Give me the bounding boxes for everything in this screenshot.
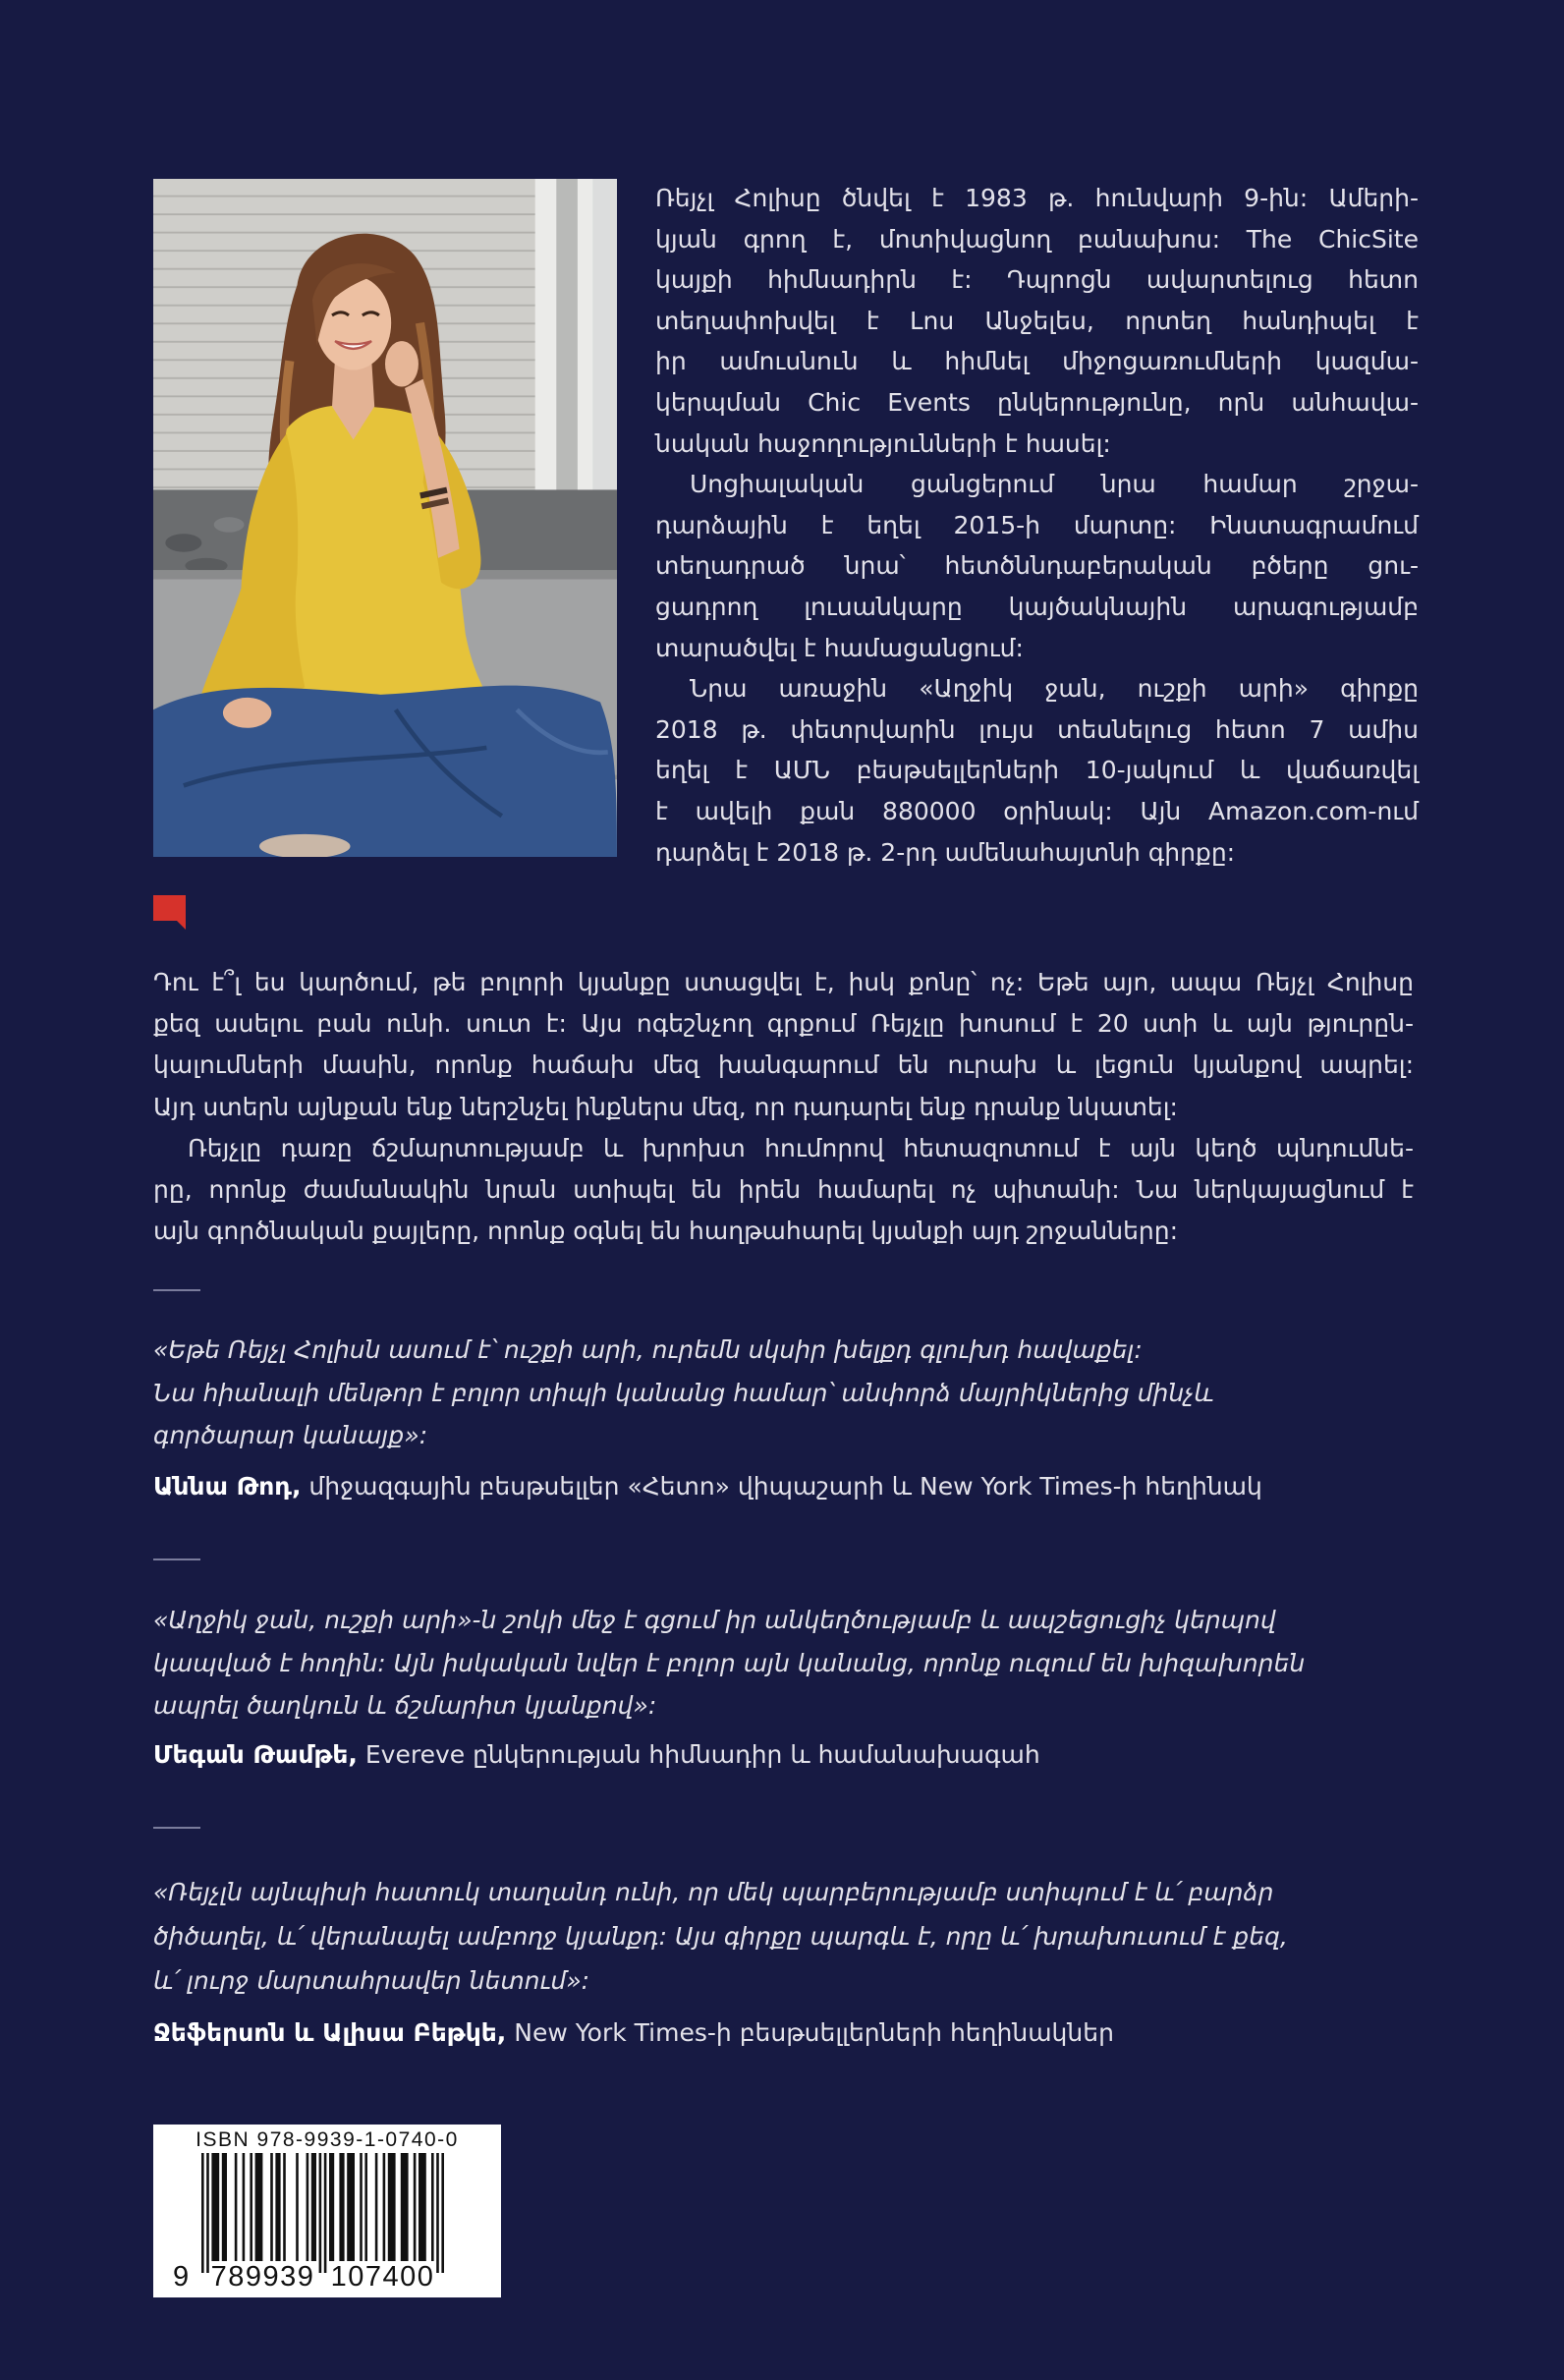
barcode-bar xyxy=(388,2153,396,2261)
quote-line: «Աղջիկ ջան, ուշքի արի»-ն շոկի մեջ է գցում իր անկեղծությամբ և ապշեցուցիչ կերպով xyxy=(153,1606,1276,1634)
bio-line: դարձային է եղել 2015-ի մարտը: Ինստագրամում xyxy=(655,510,1419,539)
description-line: րը, որոնք ժամանակին նրան ստիպել են իրեն համարել ոչ պիտանի: Նա ներկայացնում է xyxy=(153,1175,1414,1205)
review-attribution xyxy=(153,1734,1414,1776)
quote-line: «Ռեյչլն այնպիսի հատուկ տաղանդ ունի, որ մեկ պարբերությամբ ստիպում է և՛ բարձր xyxy=(153,1878,1274,1906)
barcode-bar xyxy=(211,2153,219,2261)
barcode-bar xyxy=(206,2153,209,2273)
reviewer-credit: New York Times-ի բեսթսելլերների հեղինակներ xyxy=(514,2018,1114,2047)
isbn-barcode xyxy=(153,2125,501,2297)
bio-line: եղել է ԱՄՆ բեսթսելլերների 10-յակում և վաճառվել xyxy=(655,756,1419,785)
barcode-bar xyxy=(414,2153,417,2261)
barcode-bar xyxy=(329,2153,334,2261)
barcode-bar xyxy=(296,2153,299,2261)
barcode-bar xyxy=(311,2153,316,2261)
review-attribution xyxy=(153,2012,1414,2054)
barcode-bar xyxy=(270,2153,273,2261)
barcode-bar xyxy=(283,2153,286,2261)
book-description xyxy=(153,962,1414,1252)
separator xyxy=(153,1558,200,1560)
bio-line: Ռեյչլ Հոլիսը ծնվել է 1983 թ. հունվարի 9-ին: Ամերի- xyxy=(655,184,1419,212)
quote-line: ապրել ծաղկուն և ճշմարիտ կյանքով»: xyxy=(153,1691,657,1720)
bio-line: կերպման Chic Events ընկերությունը, որն անհավա- xyxy=(655,387,1419,417)
description-line: Այդ ստերն այնքան ենք ներշնչել ինքներս մեզ, որ դադարել ենք դրանք նկատել: xyxy=(153,1092,1178,1121)
barcode-bar xyxy=(436,2153,439,2273)
barcode-bar xyxy=(243,2153,246,2261)
barcode-bar xyxy=(375,2153,378,2261)
reviewer-name: Աննա Թոդ, xyxy=(153,1472,302,1501)
bio-line: ցադրող լուսանկարը կայծակնային արագությամբ xyxy=(655,592,1419,621)
description-line: Ռեյչլը դառը ճշմարտությամբ և խրոխտ հումորով հետազոտում է այն կեղծ պնդումնե- xyxy=(188,1133,1414,1162)
bio-line: նական հաջողությունների է հասել: xyxy=(655,428,1111,458)
barcode-bars xyxy=(201,2153,444,2273)
quote-line: և՛ լուրջ մարտահրավեր նետում»: xyxy=(153,1966,590,1995)
barcode-bar xyxy=(319,2153,322,2273)
quote-line: գործարար կանայք»: xyxy=(153,1421,428,1449)
barcode-bar xyxy=(431,2153,434,2261)
quote-line: կապված է հողին: Այն իսկական նվեր է բոլոր այն կանանց, որոնք ուզում են խիզախորեն xyxy=(153,1648,1306,1677)
review-quote xyxy=(153,1599,1414,1728)
isbn-label: ISBN 978-9939-1-0740-0 xyxy=(196,2128,459,2151)
bio-line: 2018 թ. փետրվարին լույս տեսնելուց հետո 7 ամիս xyxy=(655,714,1419,744)
barcode-bar xyxy=(339,2153,344,2261)
separator xyxy=(153,1827,200,1829)
description-line: կալումների մասին, որոնք հաճախ մեզ խանգարում են ուրախ և լեցուն կյանքով ապրել: xyxy=(153,1050,1414,1080)
barcode-bar xyxy=(222,2153,227,2261)
bio-line: տեղադրած նրա՝ հետծննդաբերական բծերը ցու- xyxy=(655,551,1419,581)
review-quote xyxy=(153,1329,1414,1457)
barcode-bar xyxy=(383,2153,386,2261)
bio-line: տեղափոխվել է Լոս Անջելես, որտեղ հանդիպել է xyxy=(655,306,1419,335)
bio-line: կայքի հիմնադիրն է: Դպրոցն ավարտելուց հետո xyxy=(655,265,1419,295)
barcode-bar xyxy=(324,2153,327,2273)
bio-line: դարձել է 2018 թ. 2-րդ ամենահայտնի գիրքը: xyxy=(655,837,1236,867)
barcode-digits-left: 789939 xyxy=(210,2261,315,2293)
barcode-bar xyxy=(441,2153,444,2273)
barcode-bar xyxy=(235,2153,238,2261)
bio-line: իր ամուսնուն և հիմնել միջոցառումների կազմա- xyxy=(655,347,1419,376)
reviewer-name: Ջեֆերսոն և Ալիսա Բեթկե, xyxy=(153,2018,507,2047)
description-line: Դու է՞լ ես կարծում, թե բոլորի կյանքը ստացվել է, իսկ քոնը՝ ոչ: Եթե այո, ապա Ռեյչլ Հոլիսը xyxy=(153,968,1414,996)
author-photo xyxy=(153,179,617,857)
bio-line: Նրա առաջին «Աղջիկ ջան, ուշքի արի» գիրքը xyxy=(690,674,1419,704)
barcode-bar xyxy=(360,2153,363,2261)
description-line: քեզ ասելու բան ունի. սուտ է: Այս ոգեշնչող գրքում Ռեյչլը խոսում է 20 ստի և այն թյուրըն- xyxy=(153,1009,1414,1039)
bio-line: տարածվել է համացանցում: xyxy=(655,633,1024,662)
quote-line: «Եթե Ռեյչլ Հոլիսն ասում է՝ ուշքի արի, ուրեմն սկսիր խելքդ գլուխդ հավաքել: xyxy=(153,1335,1143,1364)
barcode-bar xyxy=(401,2153,409,2261)
reviewer-credit: Evereve ընկերության հիմնադիր և համանախագահ xyxy=(364,1740,1040,1769)
barcode-bar xyxy=(364,2153,367,2261)
barcode-bar xyxy=(347,2153,355,2261)
barcode-bar xyxy=(307,2153,309,2261)
separator xyxy=(153,1289,200,1291)
bio-line: է ավելի քան 880000 օրինակ: Այն Amazon.com-ում xyxy=(655,796,1419,825)
quote-line: Նա հիանալի մենթոր է բոլոր տիպի կանանց համար՝ անփորձ մայրիկներից մինչև xyxy=(153,1378,1214,1407)
barcode-bar xyxy=(201,2153,204,2273)
bio-line: կյան գրող է, մոտիվացնող բանախոս: The ChicSite xyxy=(655,224,1419,254)
reviewer-name: Մեգան Թամթե, xyxy=(153,1740,358,1769)
barcode-digit-first: 9 xyxy=(173,2261,190,2293)
barcode-bar xyxy=(255,2153,263,2261)
bio-line: Սոցիալական ցանցերում նրա համար շրջա- xyxy=(690,470,1419,499)
author-bio xyxy=(655,178,1419,873)
barcode-bar xyxy=(250,2153,252,2261)
quote-line: ծիծաղել, և՛ վերանայել ամբողջ կյանքդ: Այս գիրքը պարգև է, որը և՛ խրախուսում է քեզ, xyxy=(153,1922,1288,1951)
review-attribution xyxy=(153,1466,1414,1507)
review-quote xyxy=(153,1870,1414,2003)
description-line: այն գործնական քայլերը, որոնք օգնել են հաղթահարել կյանքի այդ շրջանները: xyxy=(153,1217,1179,1246)
bookmark-flag-icon xyxy=(153,895,186,930)
barcode-bar xyxy=(275,2153,280,2261)
reviewer-credit: միջազգային բեսթսելլեր «Հետո» վիպաշարի և New York Times-ի հեղինակ xyxy=(308,1472,1262,1501)
barcode-bar xyxy=(419,2153,426,2261)
barcode-digits-right: 107400 xyxy=(330,2261,435,2293)
